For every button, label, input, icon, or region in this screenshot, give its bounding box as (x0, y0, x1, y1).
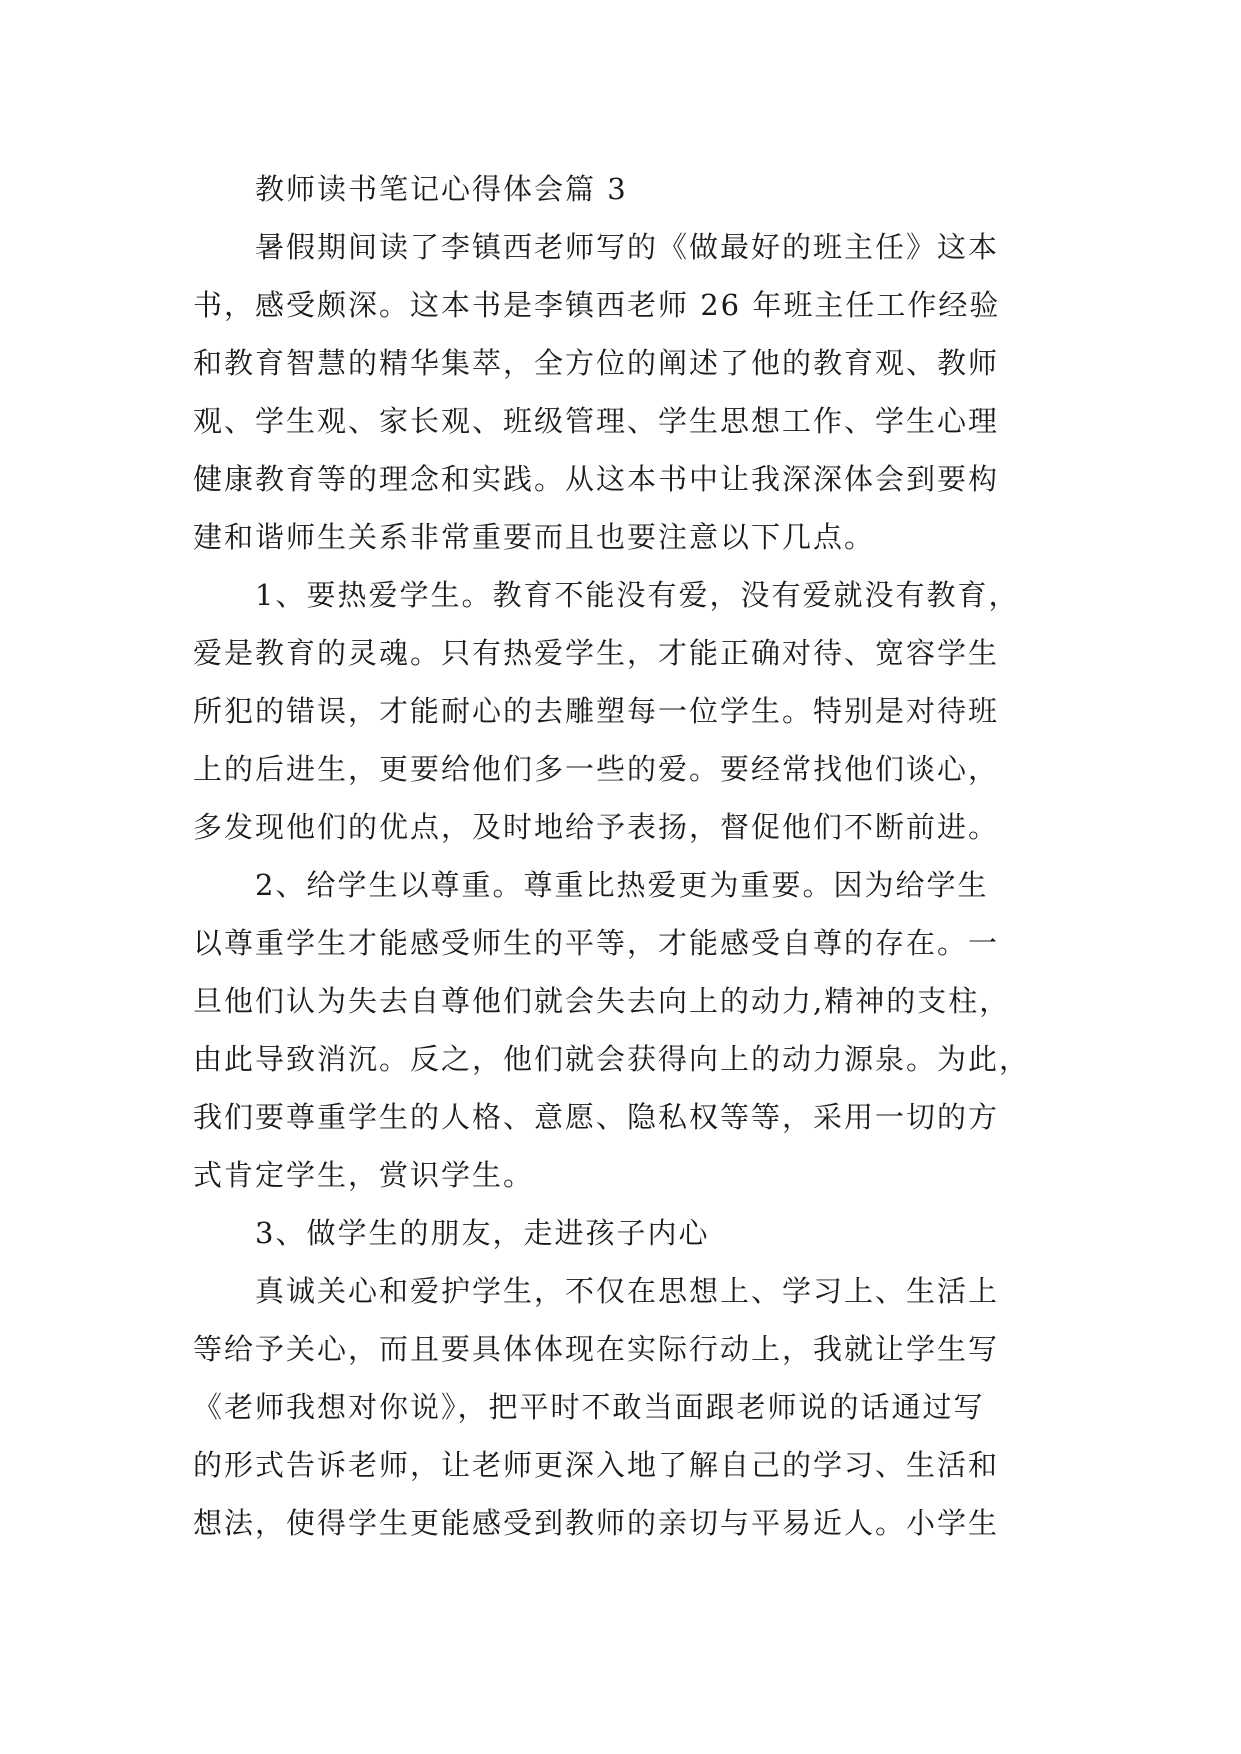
paragraph-5 (193, 1262, 1053, 1552)
paragraph-line: 我们要尊重学生的人格、意愿、隐私权等等，采用一切的方 (193, 1100, 1000, 1134)
paragraph-line: 爱是教育的灵魂。只有热爱学生，才能正确对待、宽容学生 (193, 636, 1000, 670)
paragraph-line: 《老师我想对你说》，把平时不敢当面跟老师说的话通过写 (193, 1390, 985, 1424)
document-body (193, 160, 1053, 1552)
paragraph-line: 书，感受颇深。这本书是李镇西老师 26 年班主任工作经验 (193, 288, 1001, 322)
paragraph-line: 真诚关心和爱护学生，不仅在思想上、学习上、生活上 (255, 1274, 1000, 1308)
paragraph-line: 1、要热爱学生。教育不能没有爱，没有爱就没有教育， (255, 578, 1020, 612)
document-title: 教师读书笔记心得体会篇 3 (255, 172, 628, 206)
paragraph-line: 式肯定学生，赏识学生。 (193, 1158, 535, 1192)
paragraph-line: 2、给学生以尊重。尊重比热爱更为重要。因为给学生 (255, 868, 989, 902)
paragraph-2 (193, 566, 1053, 856)
paragraph-line: 观、学生观、家长观、班级管理、学生思想工作、学生心理 (193, 404, 1000, 438)
paragraph-line: 暑假期间读了李镇西老师写的《做最好的班主任》这本 (255, 230, 1000, 264)
paragraph-1 (193, 218, 1053, 566)
paragraph-line: 由此导致消沉。反之，他们就会获得向上的动力源泉。为此， (193, 1042, 1031, 1076)
paragraph-line: 建和谐师生关系非常重要而且也要注意以下几点。 (193, 520, 876, 554)
paragraph-line: 和教育智慧的精华集萃，全方位的阐述了他的教育观、教师 (193, 346, 1000, 380)
paragraph-line: 3、做学生的朋友，走进孩子内心 (255, 1216, 710, 1250)
paragraph-line: 健康教育等的理念和实践。从这本书中让我深深体会到要构 (193, 462, 1000, 496)
paragraph-line: 上的后进生，更要给他们多一些的爱。要经常找他们谈心， (193, 752, 1000, 786)
paragraph-line: 以尊重学生才能感受师生的平等，才能感受自尊的存在。一 (193, 926, 1000, 960)
paragraph-line: 等给予关心，而且要具体体现在实际行动上，我就让学生写 (193, 1332, 1000, 1366)
paragraph-line: 旦他们认为失去自尊他们就会失去向上的动力,精神的支柱， (193, 984, 1011, 1018)
paragraph-4 (193, 1204, 1053, 1262)
paragraph-line: 所犯的错误，才能耐心的去雕塑每一位学生。特别是对待班 (193, 694, 1000, 728)
paragraph-line: 的形式告诉老师，让老师更深入地了解自己的学习、生活和 (193, 1448, 1000, 1482)
paragraph-line: 想法，使得学生更能感受到教师的亲切与平易近人。小学生 (193, 1506, 1000, 1540)
paragraph-3 (193, 856, 1053, 1204)
paragraph-line: 多发现他们的优点，及时地给予表扬，督促他们不断前进。 (193, 810, 1000, 844)
